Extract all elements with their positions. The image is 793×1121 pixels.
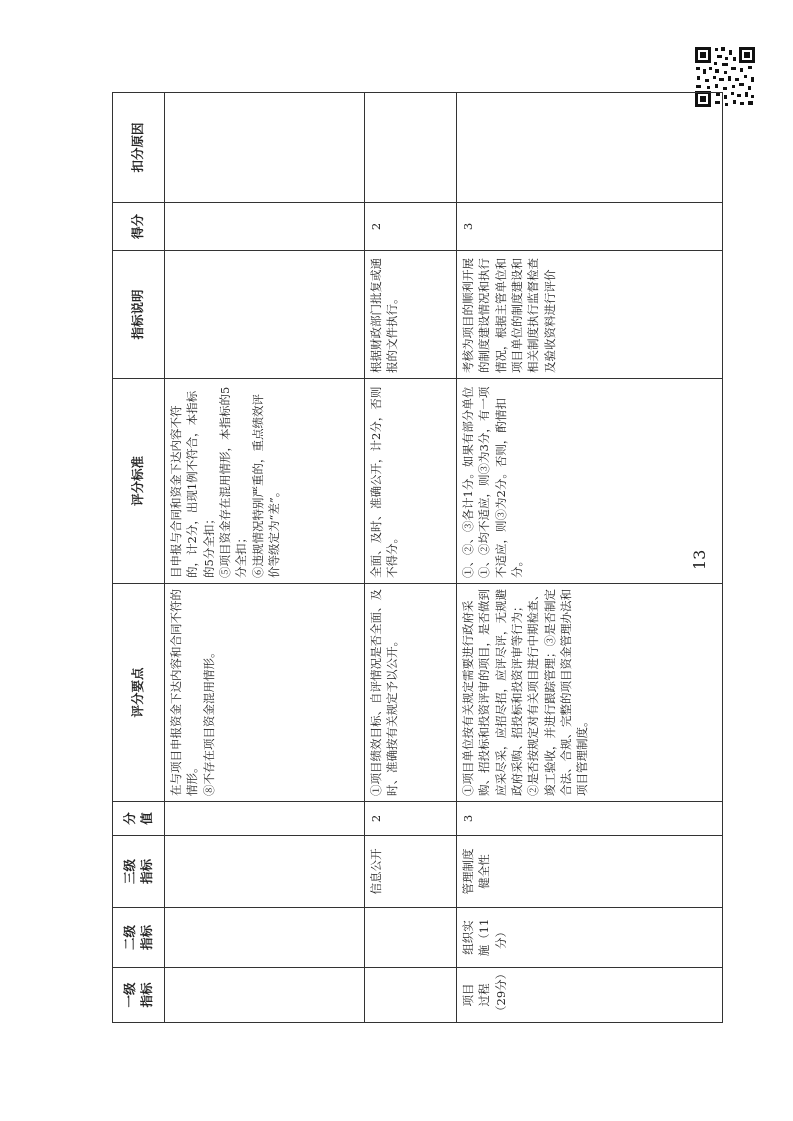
table-row: [457, 93, 723, 1023]
cell-level1: [165, 968, 365, 1023]
table-row: [165, 93, 365, 1023]
header-deduction: 扣分原因: [113, 93, 165, 203]
cell-score-value: 2: [365, 802, 457, 836]
cell-standard: 目申报与合同和资金下达内容不符的，计2分，出现1例不符合，本指标的5分全扣； ⑤项目资金存在混用情形，本指标的5分全扣； ⑥违规情况特别严重的，重点绩效评价等级定为“差”。: [165, 379, 365, 584]
page-number: 13: [690, 549, 709, 570]
cell-score: 3: [457, 203, 723, 251]
header-level3: 三级 指标: [113, 836, 165, 908]
cell-score-value: [165, 802, 365, 836]
cell-description: 考核为项目的顺利开展的制度建设情况和执行情况，根据主管单位和项目单位的制度建设和相关制度执行监督检查及验收资料进行评价: [457, 251, 723, 379]
cell-level3: [165, 836, 365, 908]
cell-key-points: ①项目绩效目标、自评情况是否全面、及时、准确按有关规定予以公开。: [365, 584, 457, 802]
cell-key-points: 在与项目申报资金下达内容和合同不符的情形。 ⑧不存在项目资金混用情形。: [165, 584, 365, 802]
header-level2: 二级 指标: [113, 908, 165, 968]
cell-deduction: [457, 93, 723, 203]
header-score-value: 分值: [113, 802, 165, 836]
cell-score: 2: [365, 203, 457, 251]
header-standard: 评分标准: [113, 379, 165, 584]
header-level1: 一级 指标: [113, 968, 165, 1023]
evaluation-table: [112, 92, 723, 1023]
cell-level2: [165, 908, 365, 968]
cell-level2: [365, 908, 457, 968]
header-key-points: 评分要点: [113, 584, 165, 802]
cell-score: [165, 203, 365, 251]
cell-level3: 信息公开: [365, 836, 457, 908]
rotated-page: [112, 93, 722, 1023]
cell-key-points: ①项目单位按有关规定需要进行政府采购、招投标和投资评审的项目，是否做到应采尽采，应招尽招，应评尽评，无规避政府采购、招投标和投资评审等行为； ②是否按规定对有关项目进行中期检查、竣工验收，并进行跟踪管理；③是否制定合法、合规、完整的项目资金管理办法和项目管理制度。: [457, 584, 723, 802]
cell-level2: 组织实 施（11 分）: [457, 908, 723, 968]
cell-description: 根据财政部门批复或通报的文件执行。: [365, 251, 457, 379]
header-description: 指标说明: [113, 251, 165, 379]
cell-deduction: [365, 93, 457, 203]
cell-level3: 管理制度 健全性: [457, 836, 723, 908]
header-row: [113, 93, 165, 1023]
cell-standard: 全面、及时、准确公开，计2分，否则不得分。: [365, 379, 457, 584]
header-score: 得分: [113, 203, 165, 251]
table-row: [365, 93, 457, 1023]
cell-score-value: 3: [457, 802, 723, 836]
cell-description: [165, 251, 365, 379]
cell-level1: [365, 968, 457, 1023]
cell-standard: ①、②、③各计1分。如果有部分单位①、②均不适应，则③为3分，有一项不适应，则③为2分。否则，酌情扣分。: [457, 379, 723, 584]
cell-deduction: [165, 93, 365, 203]
cell-level1: 项目 过程 （29分）: [457, 968, 723, 1023]
